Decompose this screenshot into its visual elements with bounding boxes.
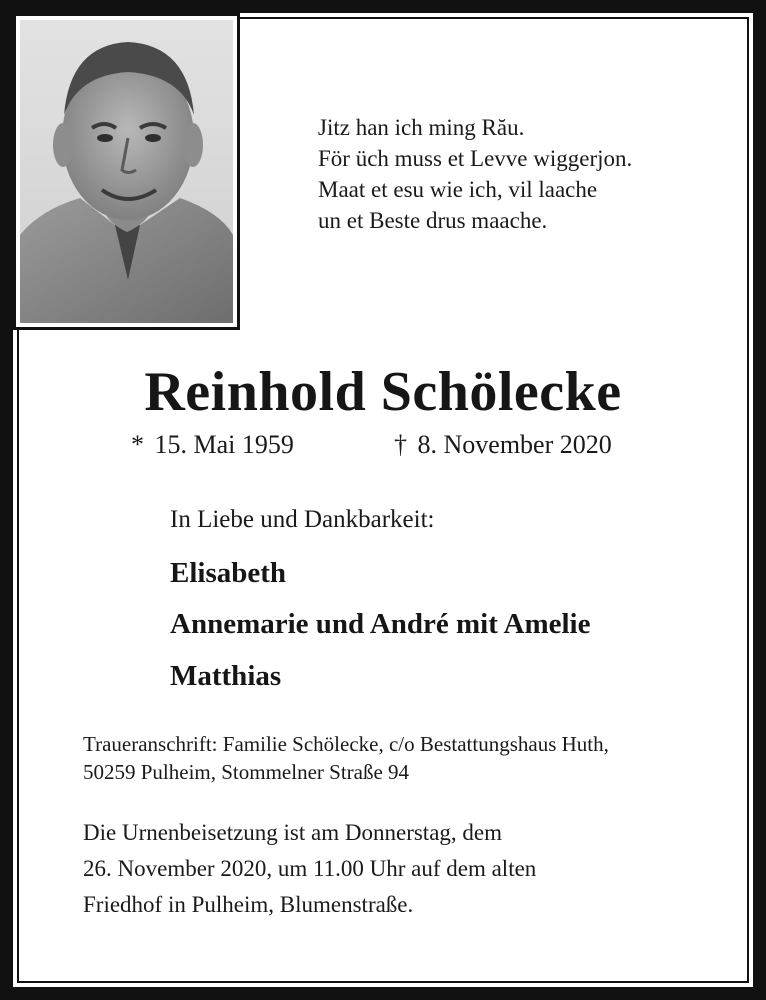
portrait-frame: [13, 13, 240, 330]
death-date-text: 8. November 2020: [417, 430, 612, 459]
ceremony-line: Die Urnenbeisetzung ist am Donnerstag, dem: [83, 820, 502, 845]
mourning-address: [83, 730, 609, 786]
poem-line: Jitz han ich ming Rău.: [318, 115, 525, 140]
mourner-name: Annemarie und André mit Amelie: [170, 608, 591, 640]
ceremony-line: 26. November 2020, um 11.00 Uhr auf dem alten: [83, 856, 537, 881]
poem-line: un et Beste drus maache.: [318, 208, 548, 233]
death-date: [394, 430, 612, 460]
thanks-line: In Liebe und Dankbarkeit:: [170, 506, 435, 533]
poem-line: För üch muss et Levve wiggerjon.: [318, 146, 633, 171]
birth-symbol: *: [131, 430, 144, 459]
poem: [318, 112, 632, 236]
address-line: 50259 Pulheim, Stommelner Straße 94: [83, 760, 410, 784]
mourner-name: Matthias: [170, 660, 282, 692]
birth-date: [131, 430, 294, 460]
portrait-photo-icon: [20, 20, 233, 323]
ceremony-line: Friedhof in Pulheim, Blumenstraße.: [83, 892, 414, 917]
birth-date-text: 15. Mai 1959: [154, 430, 294, 459]
death-symbol: †: [394, 430, 407, 459]
poem-line: Maat et esu wie ich, vil laache: [318, 177, 598, 202]
portrait-photo: [20, 20, 233, 323]
deceased-name: Reinhold Schölecke: [144, 361, 622, 423]
address-line: Traueranschrift: Familie Schölecke, c/o Bestattungshaus Huth,: [83, 732, 609, 756]
ceremony-notice: [83, 815, 536, 923]
mourner-name: Elisabeth: [170, 557, 287, 589]
